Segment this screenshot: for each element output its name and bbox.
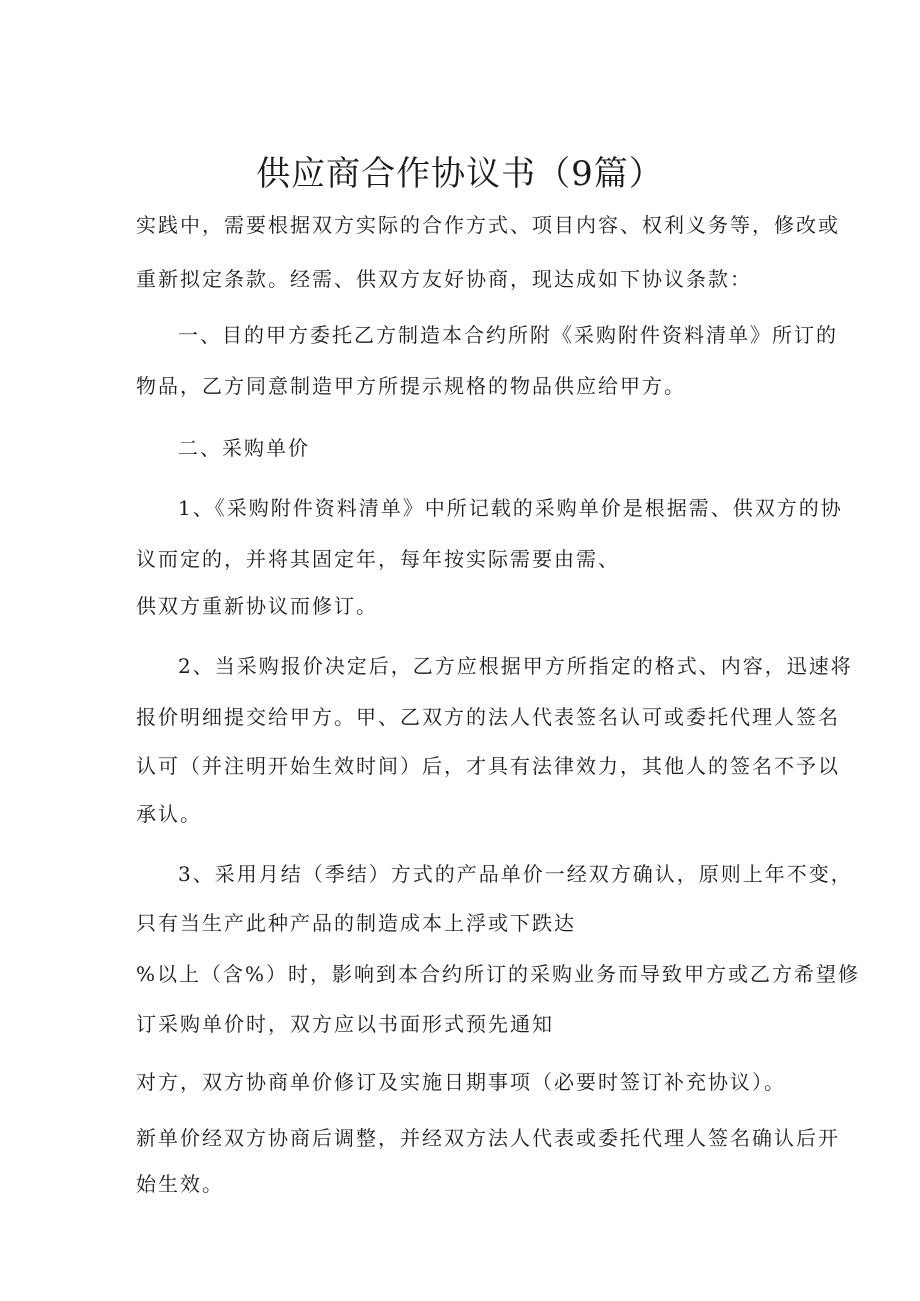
document-title: 供应商合作协议书（9篇） bbox=[256, 154, 664, 194]
text-line: 议而定的，并将其固定年，每年按实际需要由需、 bbox=[136, 547, 620, 571]
text-line: 始生效。 bbox=[136, 1172, 224, 1196]
text-line: 报价明细提交给甲方。甲、乙双方的法人代表签名认可或委托代理人签名 bbox=[136, 705, 840, 729]
text-line: 一、目的甲方委托乙方制造本合约所附《采购附件资料清单》所订的 bbox=[178, 323, 838, 347]
text-line: 认可（并注明开始生效时间）后，才具有法律效力，其他人的签名不予以 bbox=[136, 754, 840, 778]
text-line: 新单价经双方协商后调整，并经双方法人代表或委托代理人签名确认后开 bbox=[136, 1126, 840, 1150]
text-line: 对方，双方协商单价修订及实施日期事项（必要时签订补充协议）。 bbox=[136, 1070, 786, 1094]
text-line: 重新拟定条款。经需、供双方友好协商，现达成如下协议条款： bbox=[136, 267, 752, 291]
text-line: 实践中，需要根据双方实际的合作方式、项目内容、权利义务等，修改或 bbox=[136, 213, 840, 237]
text-line: 3、采用月结（季结）方式的产品单价一经双方确认，原则上年不变， bbox=[178, 862, 853, 886]
text-line: 承认。 bbox=[136, 802, 202, 826]
text-line: %以上（含%）时，影响到本合约所订的采购业务而导致甲方或乙方希望修 bbox=[136, 962, 861, 986]
text-line: 1、《采购附件资料清单》中所记载的采购单价是根据需、供双方的协 bbox=[178, 496, 843, 520]
text-line: 供双方重新协议而修订。 bbox=[136, 594, 378, 618]
section-heading: 二、采购单价 bbox=[178, 436, 310, 460]
text-line: 订采购单价时，双方应以书面形式预先通知 bbox=[136, 1012, 554, 1036]
text-line: 只有当生产此种产品的制造成本上浮或下跌达 bbox=[136, 911, 576, 935]
text-line: 物品，乙方同意制造甲方所提示规格的物品供应给甲方。 bbox=[136, 374, 686, 398]
text-line: 2、当采购报价决定后，乙方应根据甲方所指定的格式、内容，迅速将 bbox=[178, 654, 853, 678]
